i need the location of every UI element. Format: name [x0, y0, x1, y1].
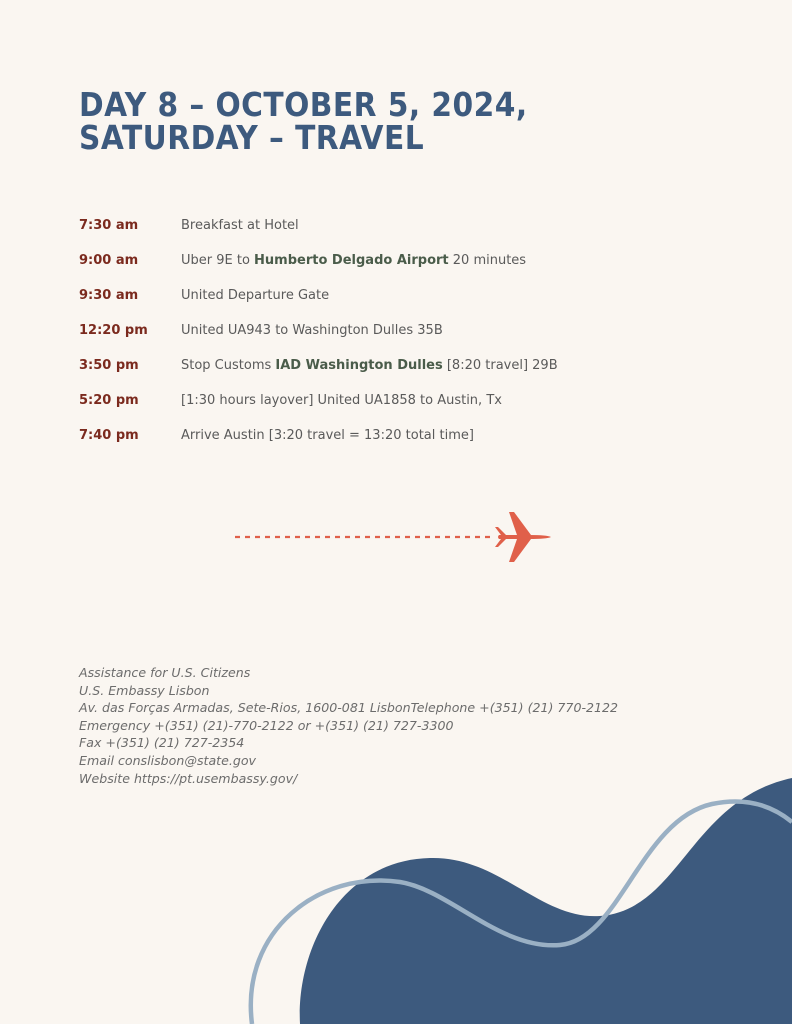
schedule-row: [79, 323, 699, 358]
flight-path-graphic: [230, 508, 560, 568]
schedule-description: Breakfast at Hotel: [181, 218, 299, 233]
footer-line: Fax +(351) (21) 727-2354: [79, 735, 245, 751]
schedule-description: United UA943 to Washington Dulles 35B: [181, 323, 443, 338]
schedule-time: 5:20 pm: [79, 393, 139, 408]
schedule-row: [79, 288, 699, 323]
schedule-row: [79, 428, 699, 463]
schedule-time: 7:40 pm: [79, 428, 139, 443]
schedule-time: 7:30 am: [79, 218, 139, 233]
schedule-time: 9:30 am: [79, 288, 139, 303]
schedule-row: [79, 393, 699, 428]
schedule-row: [79, 253, 699, 288]
footer-line: U.S. Embassy Lisbon: [79, 682, 210, 698]
schedule-description: Uber 9E to Humberto Delgado Airport 20 minutes: [181, 253, 527, 268]
schedule-time: 12:20 pm: [79, 323, 148, 338]
schedule-time: 9:00 am: [79, 253, 139, 268]
schedule-time: 3:50 pm: [79, 358, 139, 373]
footer-line: Assistance for U.S. Citizens: [79, 665, 251, 680]
schedule-description: Arrive Austin [3:20 travel = 13:20 total time]: [181, 428, 474, 443]
schedule-description: [1:30 hours layover] United UA1858 to Austin, Tx: [181, 393, 502, 408]
footer-line: Email conslisbon@state.gov: [79, 752, 257, 768]
footer-line: Emergency +(351) (21)-770-2122 or +(351) (21) 727-3300: [79, 717, 454, 733]
schedule-row: [79, 218, 699, 253]
page-title: DAY 8 – OCTOBER 5, 2024, SATURDAY – TRAVEL: [79, 85, 528, 157]
schedule-description: Stop Customs IAD Washington Dulles [8:20 travel] 29B: [181, 358, 558, 373]
schedule-row: [79, 358, 699, 393]
airplane-icon: [495, 512, 551, 562]
schedule-description: United Departure Gate: [181, 288, 330, 303]
footer-line: Av. das Forças Armadas, Sete-Rios, 1600-081 LisbonTelephone +(351) (21) 770-2122: [79, 700, 619, 716]
decorative-waves: [0, 760, 792, 1024]
schedule-list: [79, 218, 699, 463]
wave-blob: [300, 778, 792, 1024]
footer-line: Website https://pt.usembassy.gov/: [79, 770, 298, 786]
